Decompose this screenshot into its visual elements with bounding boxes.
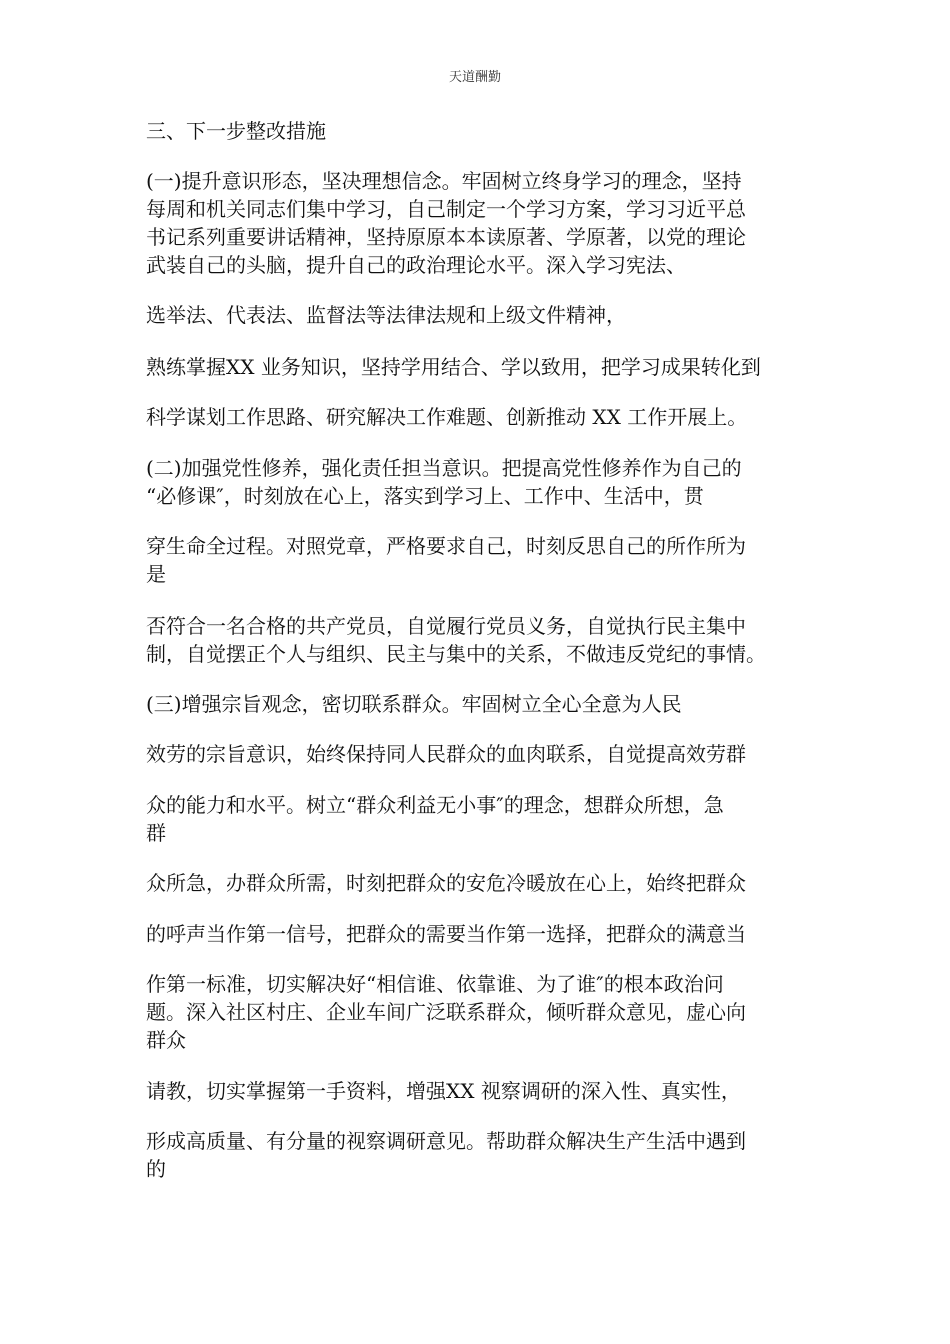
text-line: 每周和机关同志们集中学习，自己制定一个学习方案，学习习近平总 (146, 197, 746, 221)
text-line: 作第一标准，切实解决好“相信谁、依靠谁、为了谁″的根本政治问 (146, 972, 724, 996)
section-heading: 三、下一步整改措施 (146, 119, 326, 143)
text-line: 的 (146, 1157, 166, 1181)
text-line: 熟练掌握XX 业务知识，坚持学用结合、学以致用，把学习成果转化到 (146, 355, 761, 379)
text-line: 是 (146, 562, 166, 586)
text-line: “必修课″，时刻放在心上，落实到学习上、工作中、生活中，贯 (146, 484, 704, 508)
text-line: (三)增强宗旨观念，密切联系群众。牢固树立全心全意为人民 (146, 692, 682, 716)
text-line: 群众 (146, 1028, 186, 1052)
text-line: (二)加强党性修养，强化责任担当意识。把提高党性修养作为自己的 (146, 456, 742, 480)
text-line: 武装自己的头脑，提升自己的政治理论水平。深入学习宪法、 (146, 253, 686, 277)
text-line: 科学谋划工作思路、研究解决工作难题、创新推动 XX 工作开展上。 (146, 405, 748, 429)
text-line: 选举法、代表法、监督法等法律法规和上级文件精神， (146, 303, 626, 327)
text-line: 众所急，办群众所需，时刻把群众的安危冷暖放在心上，始终把群众 (146, 871, 746, 895)
text-line: 制，自觉摆正个人与组织、民主与集中的关系，不做违反党纪的事情。 (146, 642, 766, 666)
text-line: 穿生命全过程。对照党章，严格要求自己，时刻反思自己的所作所为 (146, 534, 746, 558)
text-line: 的呼声当作第一信号，把群众的需要当作第一选择，把群众的满意当 (146, 922, 746, 946)
text-line: 众的能力和水平。树立“群众利益无小事″的理念，想群众所想，急 (146, 793, 724, 817)
page-header: 天道酬勤 (448, 70, 501, 85)
text-line: 群 (146, 821, 166, 845)
text-line: 形成高质量、有分量的视察调研意见。帮助群众解决生产生活中遇到 (146, 1129, 746, 1153)
text-line: 题。深入社区村庄、企业车间广泛联系群众，倾听群众意见，虚心向 (146, 1000, 746, 1024)
text-line: 书记系列重要讲话精神，坚持原原本本读原著、学原著，以党的理论 (146, 225, 746, 249)
text-line: 否符合一名合格的共产党员，自觉履行党员义务，自觉执行民主集中 (146, 614, 746, 638)
text-line: (一)提升意识形态，坚决理想信念。牢固树立终身学习的理念，坚持 (146, 169, 742, 193)
text-line: 效劳的宗旨意识，始终保持同人民群众的血肉联系，自觉提高效劳群 (146, 742, 746, 766)
text-line: 请教，切实掌握第一手资料，增强XX 视察调研的深入性、真实性， (146, 1079, 741, 1103)
